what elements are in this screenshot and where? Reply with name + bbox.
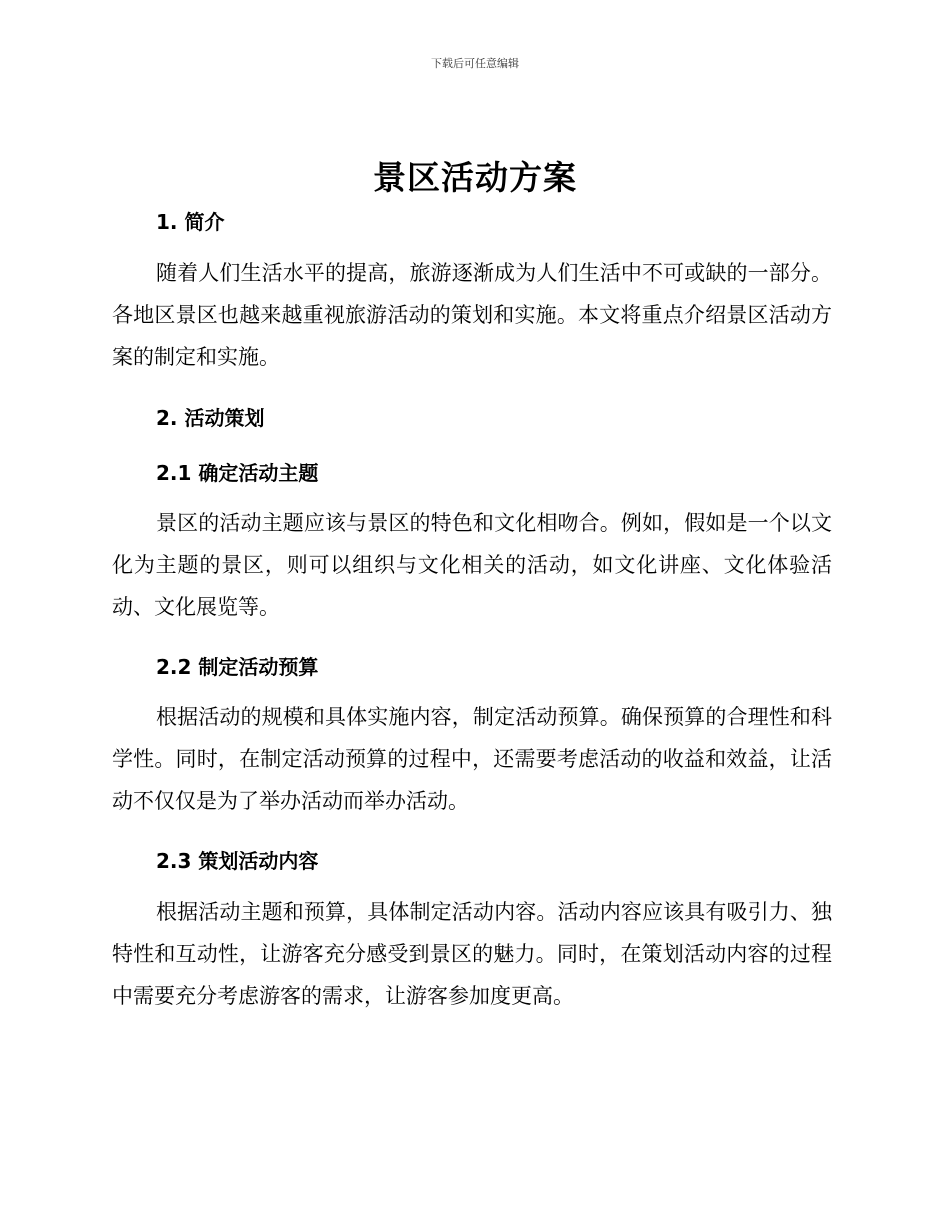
section-paragraph-content: 根据活动主题和预算，具体制定活动内容。活动内容应该具有吸引力、独特性和互动性，让游客充分感受到景区的魅力。同时，在策划活动内容的过程中需要充分考虑游客的需求，让游客参加度更高。 <box>112 900 832 1008</box>
section-heading-planning: 2. 活动策划 <box>156 406 265 430</box>
section-heading-content: 2.3 策划活动内容 <box>156 849 319 873</box>
section-heading-theme: 2.1 确定活动主题 <box>156 461 319 485</box>
document-title: 景区活动方案 <box>373 158 577 197</box>
section-heading-intro: 1. 简介 <box>156 210 225 234</box>
section-paragraph-theme: 景区的活动主题应该与景区的特色和文化相吻合。例如，假如是一个以文化为主题的景区，则可以组织与文化相关的活动，如文化讲座、文化体验活动、文化展览等。 <box>112 511 832 619</box>
page-header-note: 下载后可任意编辑 <box>431 57 519 70</box>
section-paragraph-budget: 根据活动的规模和具体实施内容，制定活动预算。确保预算的合理性和科学性。同时，在制定活动预算的过程中，还需要考虑活动的收益和效益，让活动不仅仅是为了举办活动而举办活动。 <box>112 705 832 813</box>
section-heading-budget: 2.2 制定活动预算 <box>156 655 319 679</box>
section-paragraph-intro: 随着人们生活水平的提高，旅游逐渐成为人们生活中不可或缺的一部分。各地区景区也越来越重视旅游活动的策划和实施。本文将重点介绍景区活动方案的制定和实施。 <box>112 261 832 369</box>
